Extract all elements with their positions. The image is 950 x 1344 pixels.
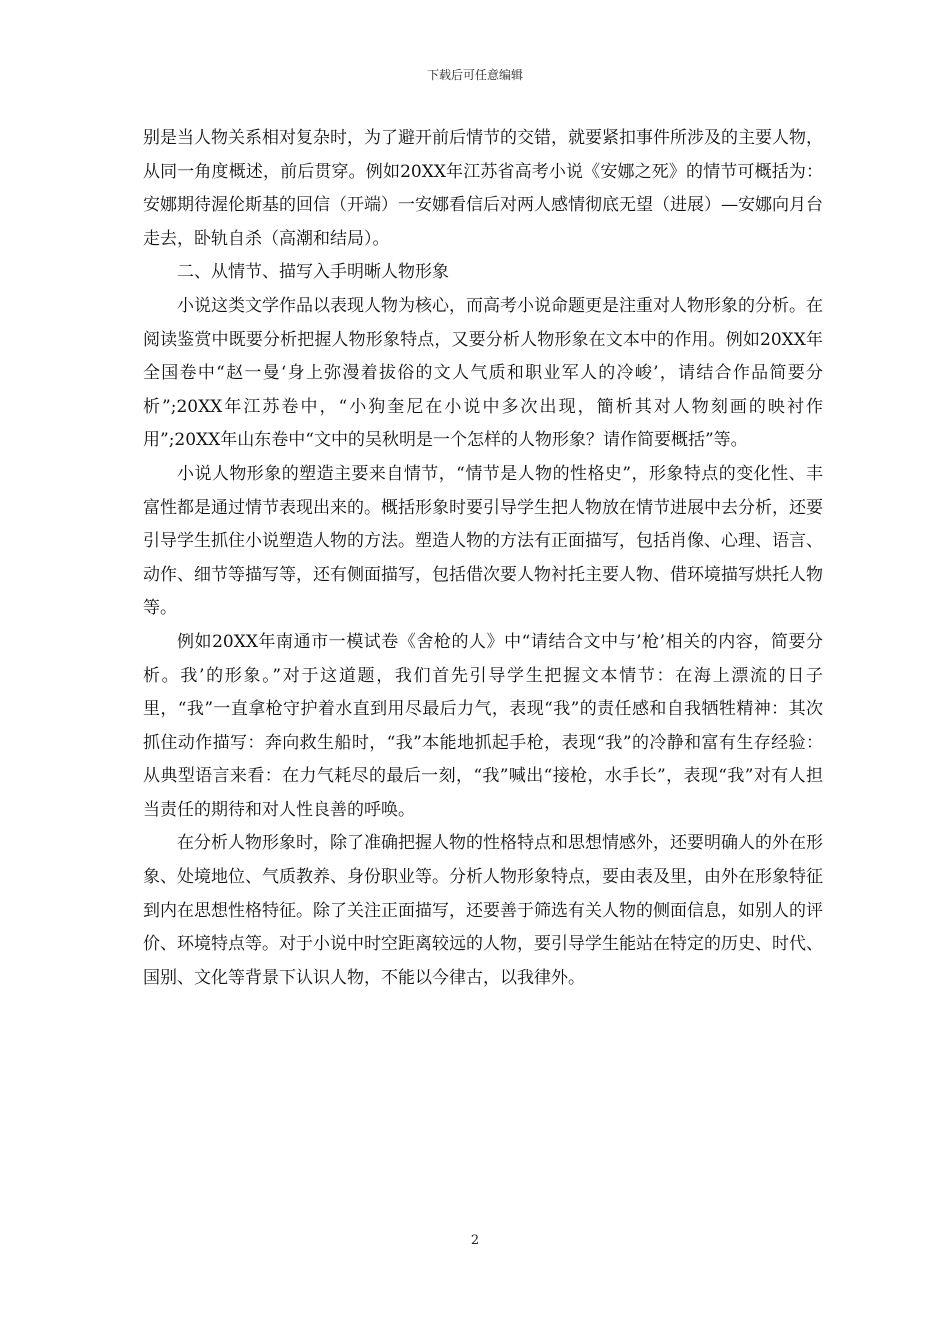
paragraph: 小说这类文学作品以表现人物为核心，而高考小说命题更是注重对人物形象的分析。在阅读鉴赏中既要分析把握人物形象特点，又要分析人物形象在文本中的作用。例如20XX年全国卷中“赵一曼‘身上弥漫着拔俗的文人气质和职业军人的冷峻’，请结合作品简要分析”;20XX年江苏卷中，“小狗奎尼在小说中多次出现，簡析其对人物刻画的映衬作用”;20XX年山东卷中“文中的吴秋明是一个怎样的人物形象？请作简要概括”等。 [143,295,823,451]
paragraph: 例如20XX年南通市一模试卷《舍枪的人》中“请结合文中与’枪’相关的内容，简要分析。我’的形象。”对于这道题，我们首先引导学生把握文本情节：在海上漂流的日子里，“我”一直拿枪守护着水直到用尽最后力气，表现“我”的责任感和自我牺牲精神：其次抓住动作描写：奔向救生船时，“我”本能地抓起手枪，表现“我”的冷静和富有生存经验：从典型语言来看：在力气耗尽的最后一刻，“我”喊出“接枪，水手长”，表现“我”对有人担当责任的期待和对人性良善的呼唤。 [143,631,823,820]
paragraph: 别是当人物关系相对复杂时，为了避开前后情节的交错，就要紧扣事件所涉及的主要人物，从同一角度概述，前后贯穿。例如20XX年江苏省高考小说《安娜之死》的情节可概括为：安娜期待渥伦斯基的回信（开端）一安娜看信后对两人感情彻底无望（进展）—安娜向月台走去，卧轨自杀（高潮和结局）。 [143,128,823,249]
paragraph: 小说人物形象的塑造主要来自情节，“情节是人物的性格史”，形象特点的变化性、丰富性都是通过情节表现出来的。概括形象时要引导学生把人物放在情节进展中去分析，还要引导学生抓住小说塑造人物的方法。塑造人物的方法有正面描写，包括肖像、心理、语言、动作、细节等描写等，还有侧面描写，包括借次要人物衬托主要人物、借环境描写烘托人物等。 [143,463,823,619]
page-number: 2 [470,1233,480,1248]
section-heading: 二、从情节、描写入手明晰人物形象 [177,262,449,283]
page-header: 下载后可任意编辑 [426,68,523,82]
paragraph: 在分析人物形象时，除了准确把握人物的性格特点和思想情感外，还要明确人的外在形象、处境地位、气质教养、身份职业等。分析人物形象特点，要由表及里，由外在形象特征到内在思想性格特征。除了关注正面描写，还要善于筛选有关人物的侧面信息，如别人的评价、环境特点等。对于小说中时空距离较远的人物，要引导学生能站在特定的历史、时代、国别、文化等背景下认识人物，不能以今律古，以我律外。 [143,833,823,988]
document-body [143,122,823,995]
